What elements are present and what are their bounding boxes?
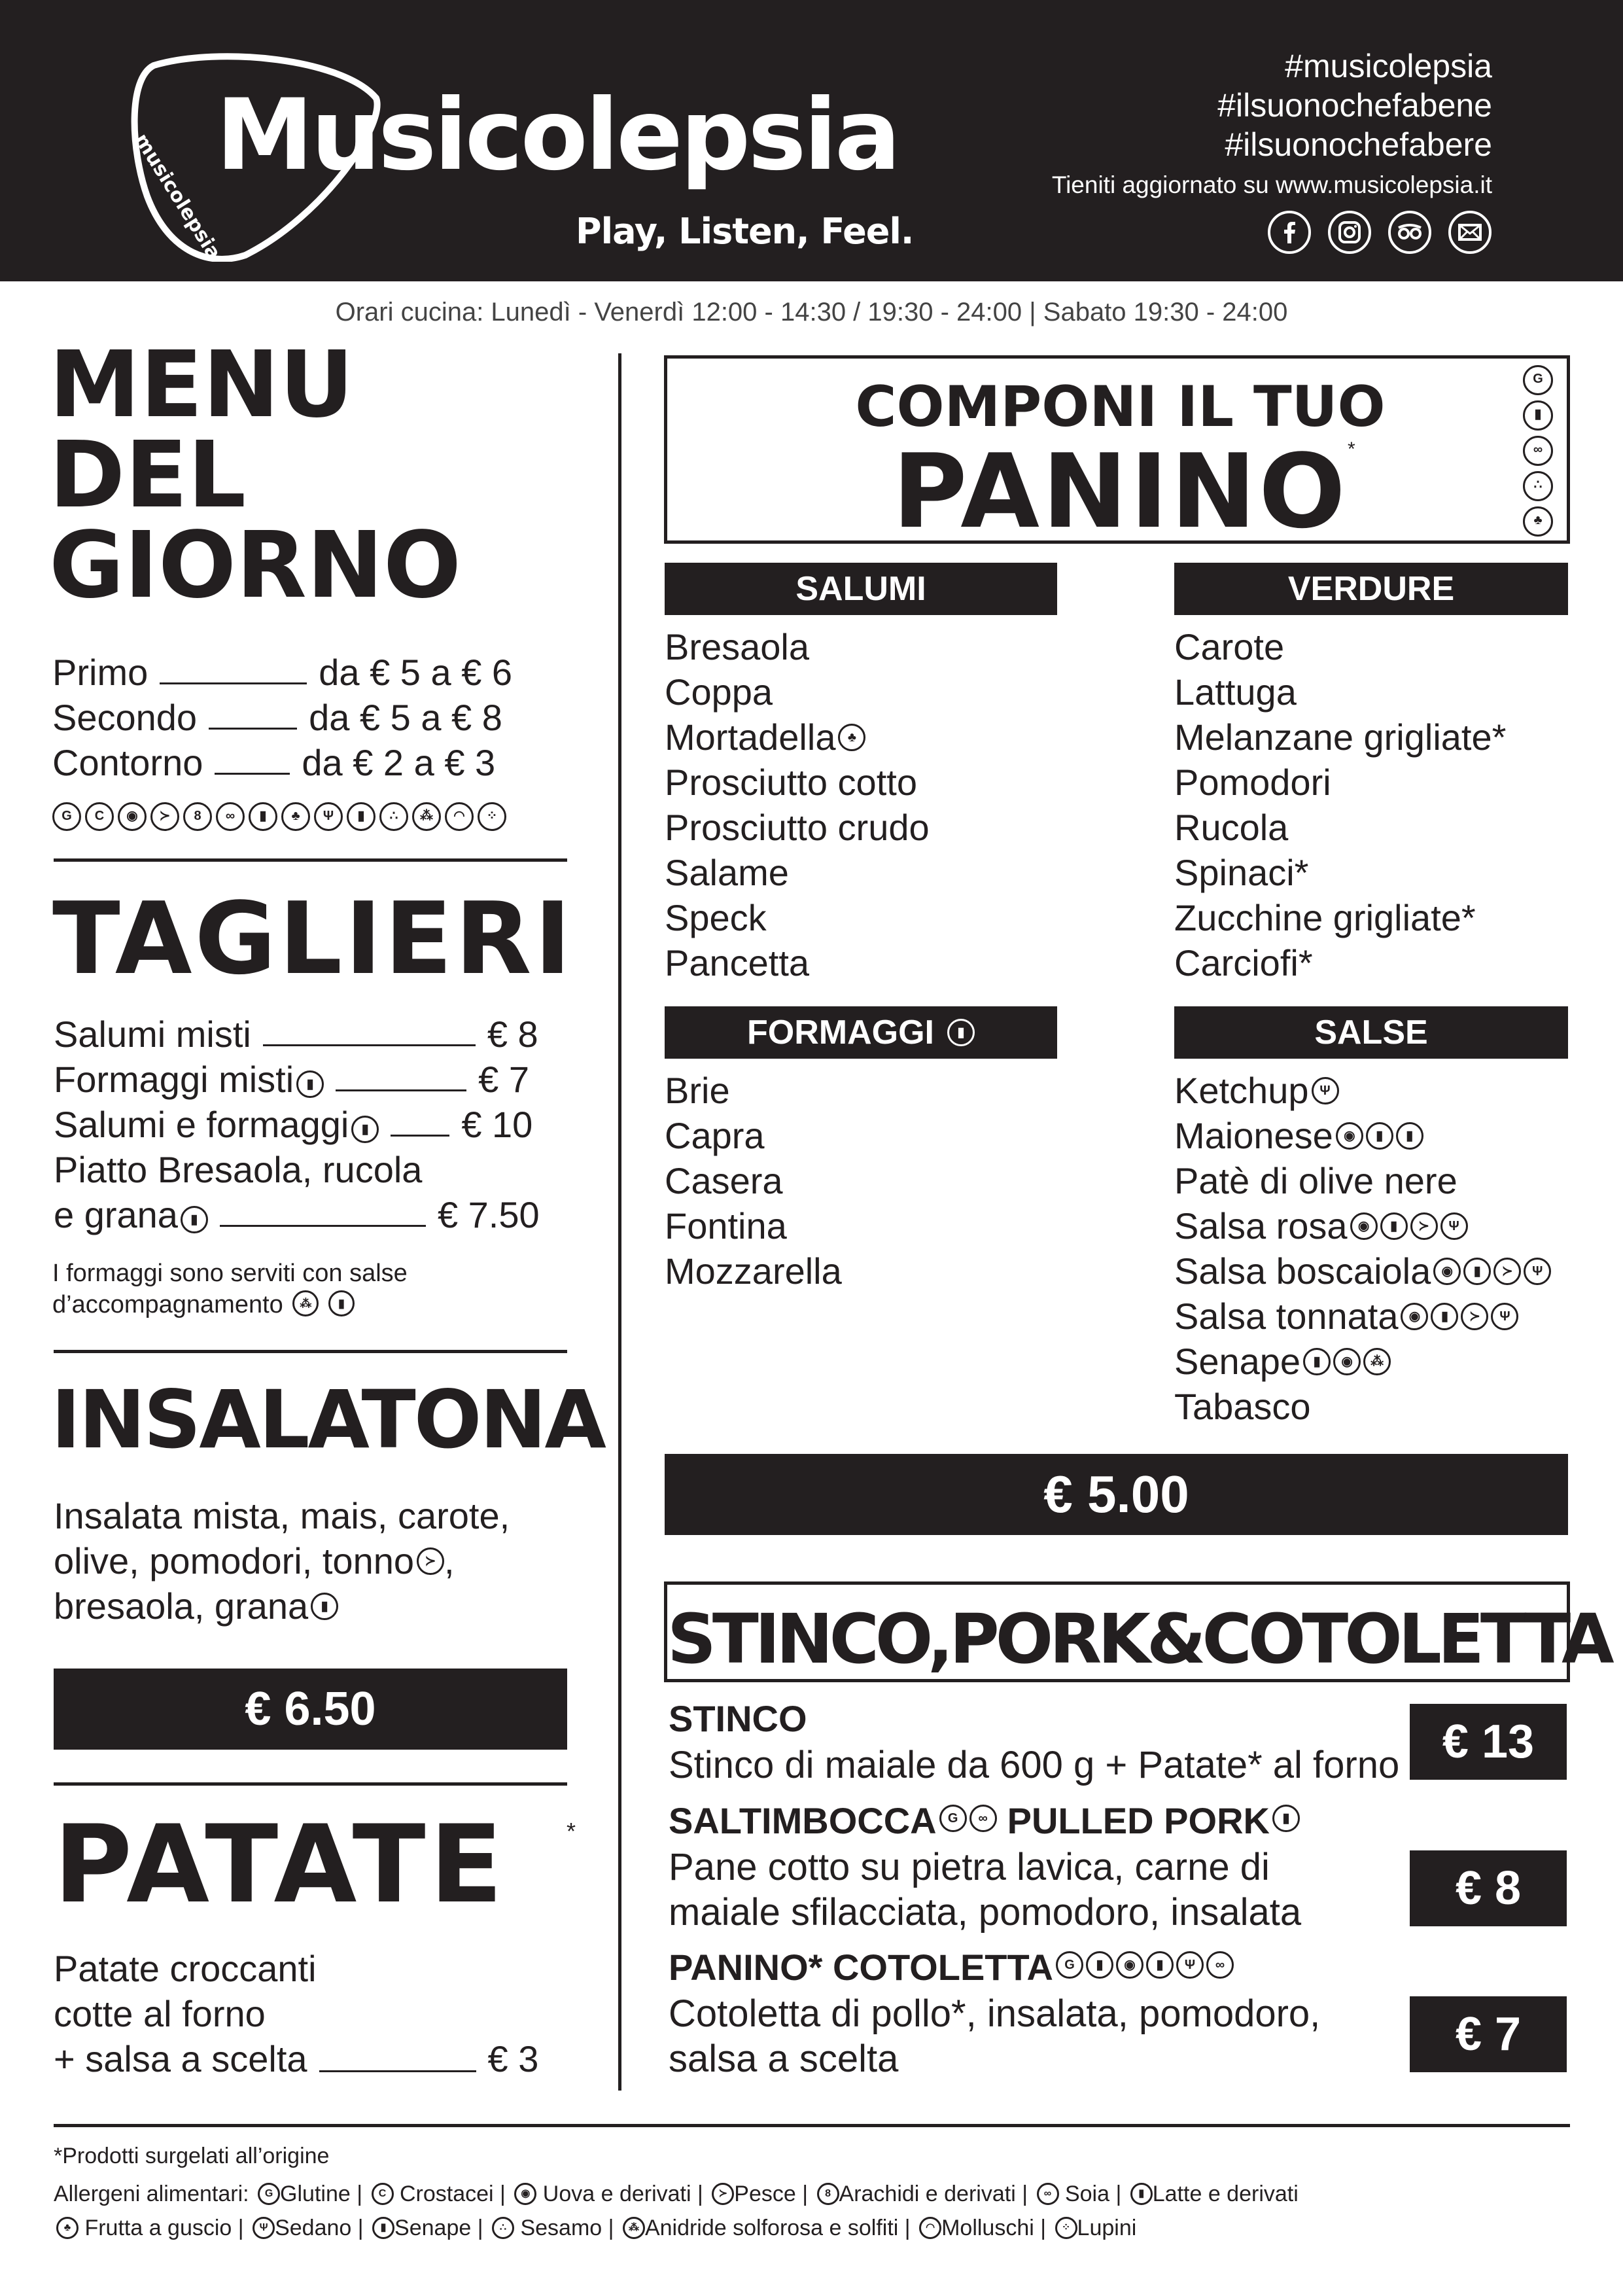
column-divider	[618, 353, 621, 2091]
insalatona-line-1: Insalata mista, mais, carote,	[54, 1495, 510, 1536]
saltimbocca-label: SALTIMBOCCA	[669, 1800, 937, 1841]
list-item: Lattuga	[1174, 671, 1297, 713]
list-item	[1174, 1068, 1551, 1113]
salumi-header: SALUMI	[665, 563, 1057, 615]
tagliere-name: Salumi misti	[54, 1014, 251, 1055]
lupini-icon: ⁘	[478, 802, 506, 831]
tagliere-price: € 10	[461, 1104, 533, 1145]
insalatona-line-2-suffix: ,	[444, 1540, 455, 1581]
tagliere-name-line-1: Piatto Bresaola, rucola	[54, 1149, 423, 1190]
divider	[54, 1350, 567, 1353]
list-item	[665, 715, 930, 760]
tagline: Play, Listen, Feel.	[576, 211, 914, 252]
list-item: Salame	[665, 852, 789, 893]
sesamo-icon: ∴	[492, 2217, 514, 2239]
tagliere-formaggi-misti	[54, 1058, 529, 1101]
list-item: Prosciutto crudo	[665, 807, 930, 848]
arachidi-icon: 8	[817, 2183, 839, 2205]
brand-name: Musicolepsia	[216, 79, 899, 192]
list-item: Spinaci*	[1174, 852, 1309, 893]
insalatona-description	[54, 1493, 510, 1629]
list-item-label: Senape	[1174, 1341, 1301, 1382]
cotoletta-item-name	[669, 1946, 1234, 1988]
senape-icon: ▮	[1431, 1303, 1458, 1330]
divider	[54, 1782, 567, 1786]
latte-icon: ▮	[351, 1116, 379, 1143]
instagram-icon[interactable]	[1328, 211, 1371, 254]
senape-icon: ▮	[372, 2217, 394, 2239]
glutine-icon: G	[939, 1805, 967, 1832]
insalatona-title: INSALATONA	[51, 1373, 604, 1466]
cotoletta-label: PANINO* COTOLETTA	[669, 1947, 1053, 1988]
list-item: Capra	[665, 1115, 765, 1156]
list-item	[1174, 1339, 1551, 1384]
list-item: Tabasco	[1174, 1386, 1311, 1427]
list-item: Prosciutto cotto	[665, 762, 917, 803]
list-item	[1174, 1294, 1551, 1339]
solfiti-icon: ⁂	[623, 2217, 645, 2239]
stinco-item-name: STINCO	[669, 1698, 807, 1739]
menu-item-name: Contorno	[52, 742, 203, 783]
stinco-price: € 13	[1410, 1704, 1567, 1780]
soia-icon: ∞	[969, 1805, 997, 1832]
insalatona-line-2: olive, pomodori, tonno	[54, 1540, 415, 1581]
senape-icon: ▮	[347, 802, 375, 831]
allergen-name: Uova e derivati	[542, 2181, 691, 2206]
glutine-icon: G	[258, 2183, 280, 2205]
solfiti-icon: ⁂	[412, 802, 441, 831]
latte-icon: ▮	[1396, 1122, 1423, 1150]
cotoletta-desc-line-1: Cotoletta di pollo*, insalata, pomodoro,	[669, 1992, 1321, 2035]
allergen-name: Crostacei	[399, 2181, 494, 2206]
tagliere-bresaola-line-2	[54, 1193, 540, 1236]
salse-list	[1174, 1068, 1551, 1429]
solfiti-icon: ⁂	[292, 1290, 319, 1316]
sesamo-icon: ∴	[379, 802, 408, 831]
allergen-name: Senape	[394, 2216, 472, 2240]
panino-title-line-2: PANINO	[892, 432, 1348, 551]
menu-giorno-title-line-2: DEL	[49, 422, 247, 529]
senape-icon: ▮	[1146, 1951, 1174, 1979]
list-item-label: Salsa tonnata	[1174, 1296, 1399, 1337]
list-item: Coppa	[665, 671, 773, 713]
verdure-list	[1174, 624, 1506, 985]
list-item: Zucchine grigliate*	[1174, 897, 1476, 938]
hashtag-3: #ilsuonochefabere	[1225, 126, 1492, 163]
footer-divider	[54, 2124, 1570, 2127]
crostacei-icon: C	[372, 2183, 394, 2205]
dotted-leader	[336, 1089, 466, 1091]
panino-asterisk: *	[1348, 438, 1355, 460]
allergen-legend-line-1: Allergeni alimentari: G Glutine | C Crostacei | ◉ Uova e derivati | ≻ Pesce | 8 Arachidi e derivati | ∞ Soia | ▮ Latte e derivati	[54, 2181, 1299, 2206]
allergen-name: Arachidi e derivati	[839, 2181, 1016, 2206]
tagliere-price: € 7	[478, 1059, 530, 1100]
menu-item-price: da € 5 a € 6	[319, 652, 513, 693]
dotted-leader	[160, 682, 307, 684]
menu-item-contorno	[52, 741, 495, 784]
list-item: Patè di olive nere	[1174, 1160, 1457, 1201]
tagliere-salumi-misti	[54, 1013, 538, 1055]
allergen-name: Frutta a guscio	[84, 2216, 232, 2240]
frutta-guscio-icon: ♣	[56, 2217, 79, 2239]
insalatona-price-bar: € 6.50	[54, 1669, 567, 1750]
arachidi-icon: 8	[183, 802, 212, 831]
glutine-icon: G	[1523, 365, 1553, 395]
allergen-name: Latte e derivati	[1152, 2181, 1299, 2206]
allergen-name: Sedano	[275, 2216, 352, 2240]
molluschi-icon: ◠	[919, 2217, 941, 2239]
stinco-title: STINCO,PORK&COTOLETTA	[667, 1599, 1611, 1679]
cotoletta-desc-line-2: salsa a scelta	[669, 2038, 899, 2080]
list-item	[1174, 1113, 1551, 1158]
uova-icon: ◉	[1333, 1348, 1361, 1375]
latte-icon: ▮	[296, 1070, 324, 1098]
uova-icon: ◉	[1350, 1212, 1378, 1240]
dotted-leader	[391, 1135, 449, 1137]
soia-icon: ∞	[1037, 2183, 1059, 2205]
allergen-name: Sesamo	[520, 2216, 602, 2240]
solfiti-icon: ⁂	[1363, 1348, 1391, 1375]
latte-icon: ▮	[249, 802, 277, 831]
saltimbocca-desc-line-2: maiale sfilacciata, pomodoro, insalata	[669, 1891, 1302, 1934]
allergen-name: Pesce	[734, 2181, 796, 2206]
menu-giorno-title-line-3: GIORNO	[49, 512, 461, 619]
latte-icon: ▮	[1086, 1951, 1113, 1979]
formaggi-header-label: FORMAGGI	[747, 1014, 934, 1051]
patate-line-1: Patate croccanti	[54, 1948, 317, 1989]
frutta-guscio-icon: ♣	[838, 724, 865, 751]
tagliere-salumi-formaggi	[54, 1103, 532, 1146]
allergen-name: Glutine	[280, 2181, 351, 2206]
lupini-icon: ⁘	[1055, 2217, 1077, 2239]
salse-header: SALSE	[1174, 1006, 1568, 1059]
menu-item-name: Primo	[52, 652, 148, 693]
glutine-icon: G	[52, 802, 81, 831]
soia-icon: ∞	[1523, 436, 1553, 466]
list-item: Carciofi*	[1174, 942, 1313, 983]
salumi-list	[665, 624, 930, 985]
allergen-name: Soia	[1064, 2181, 1110, 2206]
senape-icon: ▮	[1463, 1258, 1491, 1285]
list-item: Rucola	[1174, 807, 1289, 848]
formaggi-list	[665, 1068, 842, 1294]
senape-icon: ▮	[1380, 1212, 1408, 1240]
molluschi-icon: ◠	[445, 802, 474, 831]
patate-line-2: cotte al forno	[54, 1993, 266, 2034]
list-item-label: Mortadella	[665, 716, 836, 758]
menu-item-price: da € 5 a € 8	[309, 697, 502, 738]
patate-price: € 3	[487, 2038, 539, 2079]
pesce-icon: ≻	[712, 2183, 734, 2205]
sedano-icon: Ψ	[1312, 1077, 1339, 1104]
menu-giorno-title-line-1: MENU	[49, 332, 354, 438]
uova-icon: ◉	[1401, 1303, 1428, 1330]
list-item: Fontina	[665, 1205, 787, 1246]
sesamo-icon: ∴	[1523, 471, 1553, 501]
hashtag-1: #musicolepsia	[1285, 48, 1492, 84]
frutta-guscio-icon: ♣	[1523, 506, 1553, 537]
list-item: Brie	[665, 1070, 730, 1111]
cotoletta-price: € 7	[1410, 1996, 1567, 2072]
dotted-leader	[215, 773, 290, 775]
list-item-label: Salsa boscaiola	[1174, 1250, 1431, 1292]
saltimbocca-price: € 8	[1410, 1850, 1567, 1926]
saltimbocca-desc-line-1: Pane cotto su pietra lavica, carne di	[669, 1846, 1270, 1888]
patate-asterisk: *	[567, 1818, 576, 1845]
allergen-name: Anidride solforosa e solfiti	[644, 2216, 899, 2240]
soia-icon: ∞	[1206, 1951, 1234, 1979]
uova-icon: ◉	[1116, 1951, 1143, 1979]
hashtag-2: #ilsuonochefabene	[1217, 87, 1492, 124]
mail-icon[interactable]	[1448, 211, 1492, 254]
glutine-icon: G	[1056, 1951, 1083, 1979]
list-item-label: Maionese	[1174, 1115, 1333, 1156]
latte-icon: ▮	[1130, 2183, 1153, 2205]
panino-title-line-1: COMPONI IL TUO	[855, 374, 1386, 440]
senape-icon: ▮	[1366, 1122, 1393, 1150]
menu-item-name: Secondo	[52, 697, 198, 738]
allergen-name: Lupini	[1077, 2216, 1137, 2240]
website-note: Tieniti aggiornato su www.musicolepsia.it	[1051, 171, 1492, 198]
kitchen-hours: Orari cucina: Lunedì - Venerdì 12:00 - 14:30 / 19:30 - 24:00 | Sabato 19:30 - 24:00	[335, 298, 1288, 327]
pesce-icon: ≻	[1410, 1212, 1438, 1240]
list-item: Pomodori	[1174, 762, 1331, 803]
tagliere-name: e grana	[54, 1194, 178, 1235]
list-item: Pancetta	[665, 942, 810, 983]
taglieri-note-line-2: d’accompagnamento	[52, 1291, 283, 1318]
panino-title-box	[664, 355, 1570, 551]
divider	[54, 858, 567, 862]
list-item: Bresaola	[665, 626, 810, 667]
list-item	[1174, 1203, 1551, 1248]
verdure-header: VERDURE	[1174, 563, 1568, 615]
tagliere-name: Formaggi misti	[54, 1059, 294, 1100]
allergens-label: Allergeni alimentari:	[54, 2181, 249, 2206]
header-bar	[0, 0, 1623, 281]
insalatona-line-3: bresaola, grana	[54, 1585, 309, 1627]
list-item-label: Ketchup	[1174, 1070, 1309, 1111]
facebook-icon[interactable]	[1268, 211, 1311, 254]
pesce-icon: ≻	[417, 1547, 444, 1575]
senape-icon: ▮	[328, 1290, 355, 1316]
dotted-leader	[319, 2070, 476, 2072]
stinco-title-box	[664, 1581, 1611, 1682]
uova-icon: ◉	[1433, 1258, 1461, 1285]
patate-title: PATATE	[54, 1802, 507, 1927]
tripadvisor-icon[interactable]	[1388, 211, 1431, 254]
pesce-icon: ≻	[150, 802, 179, 831]
formaggi-header	[665, 1006, 1057, 1059]
tagliere-bresaola-line-1	[54, 1148, 422, 1191]
menu-item-price: da € 2 a € 3	[302, 742, 496, 783]
senape-icon: ▮	[1303, 1348, 1331, 1375]
dotted-leader	[220, 1225, 426, 1227]
pesce-icon: ≻	[1461, 1303, 1488, 1330]
uova-icon: ◉	[514, 2183, 536, 2205]
list-item: Carote	[1174, 626, 1285, 667]
senape-icon: ▮	[1272, 1805, 1300, 1832]
taglieri-note	[52, 1258, 408, 1320]
menu-giorno-title	[49, 332, 461, 619]
logo-small-text: musicolepsia	[130, 130, 226, 264]
allergen-legend-line-2: ♣ Frutta a guscio | Ψ Sedano | ▮ Senape | ∴ Sesamo | ⁂ Anidride solforosa e solfiti | ◠ Molluschi | ⁘ Lupini	[54, 2216, 1136, 2241]
taglieri-note-line-1: I formaggi sono serviti con salse	[52, 1260, 408, 1287]
sedano-icon: Ψ	[253, 2217, 275, 2239]
pulled-pork-label: PULLED PORK	[1007, 1800, 1270, 1841]
taglieri-title: TAGLIERI	[52, 881, 574, 997]
dotted-leader	[263, 1044, 476, 1046]
latte-icon: ▮	[311, 1593, 338, 1620]
stinco-item-desc: Stinco di maiale da 600 g + Patate* al forno	[669, 1744, 1400, 1786]
frozen-note: *Prodotti surgelati all’origine	[54, 2144, 330, 2168]
menu-item-primo	[52, 651, 512, 694]
uova-icon: ◉	[1336, 1122, 1363, 1150]
uova-icon: ◉	[118, 802, 147, 831]
sedano-icon: Ψ	[1524, 1258, 1551, 1285]
latte-icon: ▮	[181, 1206, 208, 1233]
dotted-leader	[209, 728, 297, 730]
list-item: Melanzane grigliate*	[1174, 716, 1507, 758]
pesce-icon: ≻	[1493, 1258, 1521, 1285]
sedano-icon: Ψ	[1440, 1212, 1468, 1240]
patate-description	[54, 1946, 538, 2081]
sedano-icon: Ψ	[314, 802, 343, 831]
list-item: Casera	[665, 1160, 783, 1201]
latte-icon: ▮	[947, 1019, 975, 1046]
crostacei-icon: C	[85, 802, 114, 831]
allergen-icons-menu-giorno	[52, 802, 506, 831]
allergen-name: Molluschi	[941, 2216, 1034, 2240]
tagliere-name: Salumi e formaggi	[54, 1104, 349, 1145]
tagliere-price: € 7.50	[437, 1194, 540, 1235]
list-item: Mozzarella	[665, 1250, 842, 1292]
sedano-icon: Ψ	[1491, 1303, 1518, 1330]
latte-icon: ▮	[1523, 400, 1553, 431]
list-item	[1174, 1248, 1551, 1294]
list-item: Speck	[665, 897, 767, 938]
menu-item-secondo	[52, 696, 502, 739]
saltimbocca-item-name	[669, 1799, 1300, 1842]
list-item-label: Salsa rosa	[1174, 1205, 1348, 1246]
sedano-icon: Ψ	[1176, 1951, 1204, 1979]
soia-icon: ∞	[216, 802, 245, 831]
tagliere-price: € 8	[487, 1014, 538, 1055]
panino-allergen-icons	[1523, 365, 1553, 537]
frutta-guscio-icon: ♣	[281, 802, 310, 831]
patate-line-3: + salsa a scelta	[54, 2038, 307, 2079]
panino-price-bar: € 5.00	[665, 1454, 1568, 1535]
